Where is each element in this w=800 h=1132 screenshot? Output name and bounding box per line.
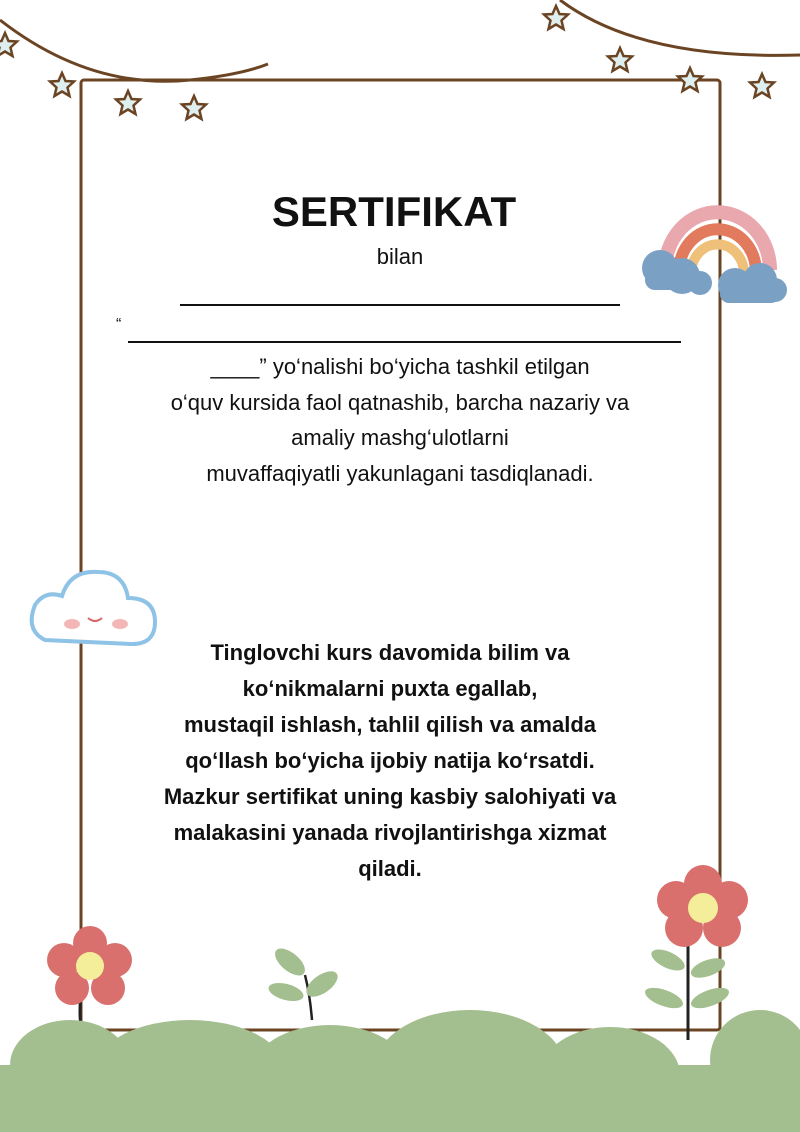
course-blank-line <box>128 341 681 343</box>
certificate-subtitle: bilan <box>376 244 424 269</box>
cloud-icon <box>32 572 155 644</box>
closing-line: malakasini yanada rivojlantirishga xizmat <box>173 820 607 845</box>
body-line: amaliy mashg‘ulotlarni <box>291 425 509 450</box>
sprout-icon <box>267 944 342 1020</box>
ground-hills <box>0 1010 800 1132</box>
closing-line: mustaqil ishlash, tahlil qilish va amalda <box>183 712 597 737</box>
flower-right-icon <box>642 865 748 1040</box>
name-blank-line <box>180 304 620 306</box>
open-quote: “ <box>116 316 122 333</box>
closing-line: qiladi. <box>358 856 422 881</box>
closing-line: Mazkur sertifikat uning kasbiy salohiyati va <box>163 784 617 809</box>
certificate-title: SERTIFIKAT <box>271 188 517 235</box>
garland-icon <box>0 0 800 81</box>
body-line: o‘quv kursida faol qatnashib, barcha nazariy va <box>170 389 630 415</box>
body-line: ____” yo‘nalishi bo‘yicha tashkil etilgan <box>210 354 590 379</box>
certificate-body <box>0 349 800 491</box>
closing-line: ko‘nikmalarni puxta egallab, <box>242 676 538 701</box>
closing-line: qo‘llash bo‘yicha ijobiy natija ko‘rsatdi. <box>185 748 595 773</box>
body-line: muvaffaqiyatli yakunlagani tasdiqlanadi. <box>206 460 594 486</box>
star-icons <box>0 6 774 119</box>
closing-line: Tinglovchi kurs davomida bilim va <box>210 640 570 665</box>
certificate-closing <box>0 635 790 887</box>
